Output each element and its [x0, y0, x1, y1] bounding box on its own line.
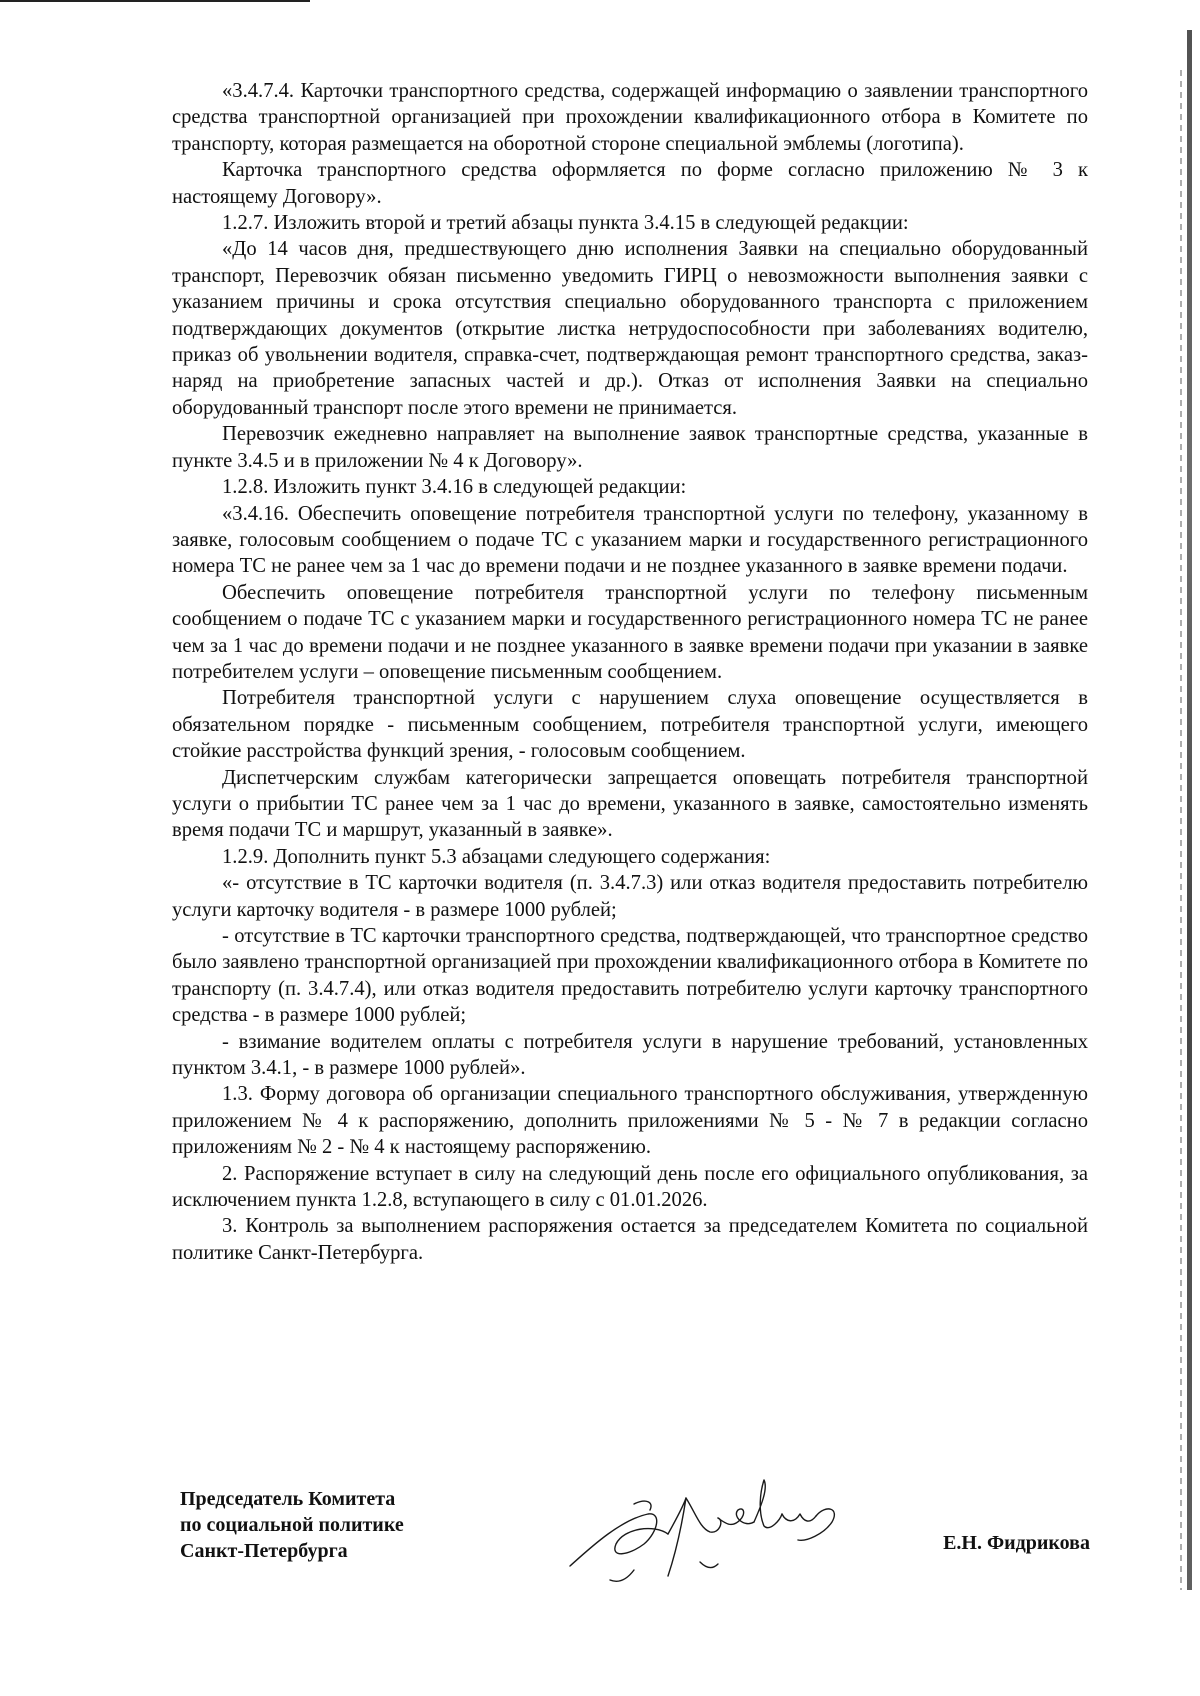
- document-body: [172, 78, 1088, 1266]
- paragraph: Потребителя транспортной услуги с нарушением слуха оповещение осуществляется в обязательном порядке - письменным сообщением, потребителя транспортной услуги, имеющего стойкие расстройства функций зрения, - голосовым сообщением.: [172, 687, 1088, 763]
- paragraph: Диспетчерским службам категорически запрещается оповещать потребителя транспортной услуги о прибытии ТС ранее чем за 1 час до времени, указанного в заявке, самостоятельно изменять время подачи ТС и маршрут, указанный в заявке».: [172, 766, 1088, 842]
- paragraph: 3. Контроль за выполнением распоряжения остается за председателем Комитета по социальной политике Санкт-Петербурга.: [172, 1215, 1088, 1264]
- paragraph: «3.4.16. Обеспечить оповещение потребителя транспортной услуги по телефону, указанному в заявке, голосовым сообщением о подаче ТС с указанием марки и государственного регистрационного номера ТС не ранее чем за 1 час до времени подачи и не позднее указанного в заявке времени подачи.: [172, 502, 1088, 578]
- paragraph: Обеспечить оповещение потребителя транспортной услуги по телефону письменным сообщением о подаче ТС с указанием марки и государственного регистрационного номера ТС не ранее чем за 1 час до времени подачи и не позднее указанного в заявке времени подачи при указании в заявке потребителем услуги – оповещение письменным сообщением.: [172, 581, 1088, 683]
- signer-title-line: по социальной политике: [180, 1514, 404, 1536]
- signer-name: Е.Н. Фидрикова: [943, 1532, 1090, 1554]
- paragraph: 1.3. Форму договора об организации специального транспортного обслуживания, утвержденную приложением № 4 к распоряжению, дополнить приложениями № 5 - № 7 в редакции согласно приложениям № 2 - № 4 к настоящему распоряжению.: [172, 1083, 1088, 1159]
- signature-block: [180, 1486, 1100, 1616]
- scan-edge-right: [1187, 30, 1192, 1590]
- paragraph: - отсутствие в ТС карточки транспортного средства, подтверждающей, что транспортное средство было заявлено транспортной организацией при прохождении квалификационного отбора в Комитете по транспорту (п. 3.4.7.4), или отказ водителя предоставить потребителю услуги карточку транспортного средства - в размере 1000 рублей;: [172, 925, 1088, 1027]
- paragraph: - взимание водителем оплаты с потребителя услуги в нарушение требований, установленных пунктом 3.4.1, - в размере 1000 рублей».: [172, 1030, 1088, 1080]
- paragraph: «- отсутствие в ТС карточки водителя (п. 3.4.7.3) или отказ водителя предоставить потребителю услуги карточку водителя - в размере 1000 рублей;: [172, 872, 1088, 921]
- paragraph: 2. Распоряжение вступает в силу на следующий день после его официального опубликования, за исключением пункта 1.2.8, вступающего в силу с 01.01.2026.: [172, 1162, 1088, 1212]
- signer-title: [180, 1486, 480, 1564]
- paragraph: Перевозчик ежедневно направляет на выполнение заявок транспортные средства, указанные в пункте 3.4.5 и в приложении № 4 к Договору».: [172, 423, 1088, 472]
- signer-title-line: Санкт-Петербурга: [180, 1540, 348, 1562]
- handwritten-signature: [550, 1458, 850, 1608]
- scan-edge-top: [0, 0, 310, 2]
- signer-title-line: Председатель Комитета: [180, 1488, 396, 1510]
- paragraph: «3.4.7.4. Карточки транспортного средства, содержащей информацию о заявлении транспортного средства транспортной организацией при прохождении квалификационного отбора в Комитете по транспорту, которая размещается на оборотной стороне специальной эмблемы (логотипа).: [172, 80, 1088, 155]
- paragraph: 1.2.7. Изложить второй и третий абзацы пункта 3.4.15 в следующей редакции:: [222, 212, 909, 235]
- scan-edge-right-dotted: [1180, 70, 1182, 1590]
- paragraph: Карточка транспортного средства оформляется по форме согласно приложению № 3 к настоящему Договору».: [172, 159, 1088, 208]
- paragraph: «До 14 часов дня, предшествующего дню исполнения Заявки на специально оборудованный транспорт, Перевозчик обязан письменно уведомить ГИРЦ о невозможности выполнения заявки с указанием причины и срока отсутствия специально оборудованного транспорта с приложением подтверждающих документов (открытие листка нетрудоспособности при заболеваниях водителю, приказ об увольнении водителя, справка-счет, подтверждающая ремонт транспортного средства, заказ-наряд на приобретение запасных частей и др.). Отказ от исполнения Заявки на специально оборудованный транспорт после этого времени не принимается.: [172, 238, 1088, 419]
- paragraph: 1.2.9. Дополнить пункт 5.3 абзацами следующего содержания:: [222, 845, 771, 868]
- paragraph: 1.2.8. Изложить пункт 3.4.16 в следующей редакции:: [222, 476, 687, 499]
